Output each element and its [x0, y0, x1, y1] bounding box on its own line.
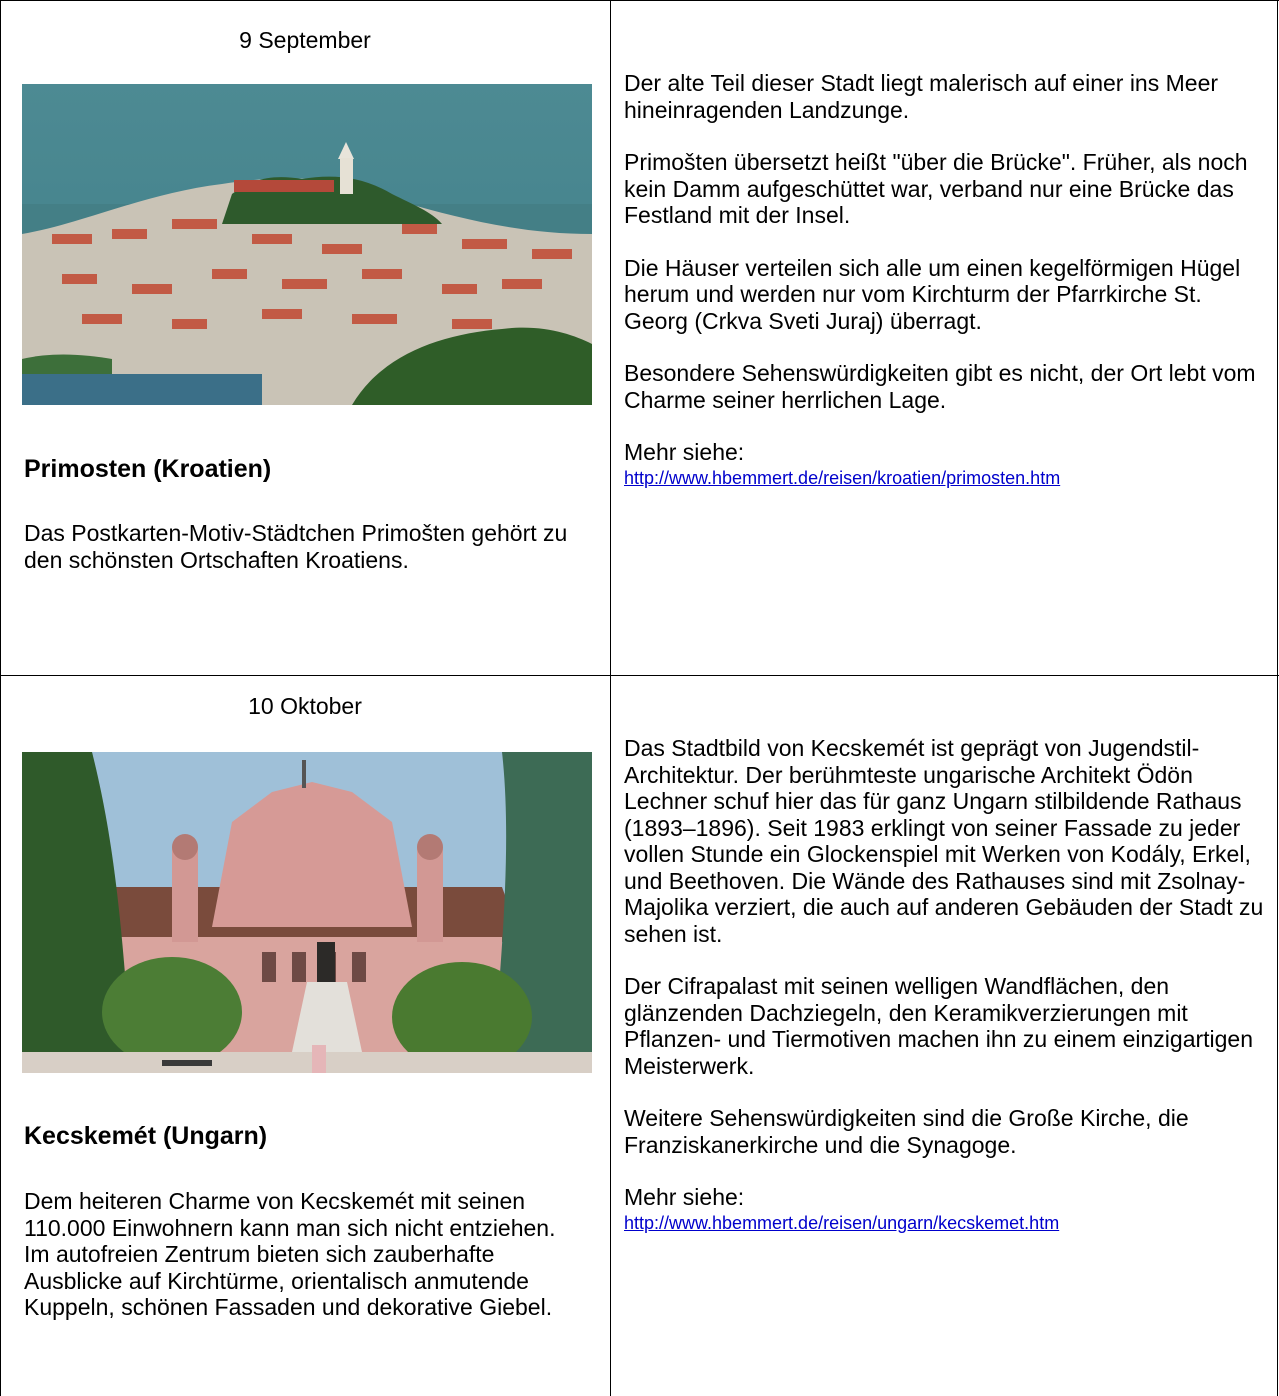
description-paragraph: Besondere Sehenswürdigkeiten gibt es nicht, der Ort lebt vom Charme seiner herrlichen Lage. [624, 360, 1256, 413]
more-label: Mehr siehe: [624, 1184, 745, 1210]
entry-description [624, 735, 1272, 1235]
description-paragraph: Weitere Sehenswürdigkeiten sind die Große Kirche, die Franziskanerkirche und die Synagoge. [624, 1105, 1189, 1158]
more-link[interactable]: http://www.hbemmert.de/reisen/kroatien/primosten.htm [624, 467, 1061, 488]
entry-photo [22, 84, 592, 405]
description-paragraph: Primošten übersetzt heißt "über die Brücke". Früher, als noch kein Damm aufgeschüttet war, verband nur eine Brücke das Festland mit der Insel. [624, 149, 1248, 228]
description-paragraph: Die Häuser verteilen sich alle um einen kegelförmigen Hügel herum und werden nur vom Kirchturm der Pfarrkirche St. Georg (Crkva Sveti Juraj) überragt. [624, 254, 1241, 334]
entry-date: 9 September [239, 27, 371, 53]
entry-date: 10 Oktober [248, 693, 362, 719]
entry-title: Kecskemét (Ungarn) [24, 1122, 268, 1150]
description-paragraph: Das Stadtbild von Kecskemét ist geprägt von Jugendstil-Architektur. Der berühmteste ungarische Architekt Ödön Lechner schuf hier das für ganz Ungarn stilbildende Rathaus (1893–1896). Seit 1983 erklingt von seiner Fassade zu jeder vollen Stunde ein Glockenspiel mit Werken von Kodály, Erkel, und Beethoven. Die Wände des Rathauses sind mit Zsolnay-Majolika verziert, die auch auf anderen Gebäuden der Stadt zu sehen ist. [624, 735, 1264, 947]
description-paragraph: Der alte Teil dieser Stadt liegt malerisch auf einer ins Meer hineinragenden Landzunge. [624, 70, 1219, 123]
description-paragraph: Der Cifrapalast mit seinen welligen Wandflächen, den glänzenden Dachziegeln, den Keramikverzierungen mit Pflanzen- und Tiermotiven machen ihn zu einem einzigartigen Meisterwerk. [624, 973, 1254, 1079]
border-right [1277, 0, 1278, 1396]
border-middle [0, 675, 1279, 676]
entry-title: Primosten (Kroatien) [24, 455, 272, 483]
entry-intro: Das Postkarten-Motiv-Städtchen Primošten gehört zu den schönsten Ortschaften Kroatiens. [24, 520, 568, 573]
entry-description [624, 70, 1272, 490]
kecskemet-photo [22, 752, 592, 1073]
more-link[interactable]: http://www.hbemmert.de/reisen/ungarn/kecskemet.htm [624, 1212, 1060, 1233]
more-label: Mehr siehe: [624, 439, 745, 465]
border-top [0, 0, 1279, 1]
entry-intro: Dem heiteren Charme von Kecskemét mit seinen 110.000 Einwohnern kann man sich nicht entziehen. Im autofreien Zentrum bieten sich zauberhafte Ausblicke auf Kirchtürme, orientalisch anmutende Kuppeln, schönen Fassaden und dekorative Giebel. [24, 1188, 556, 1320]
column-divider [610, 0, 611, 1396]
primosten-photo [22, 84, 592, 405]
entry-photo [22, 752, 592, 1073]
